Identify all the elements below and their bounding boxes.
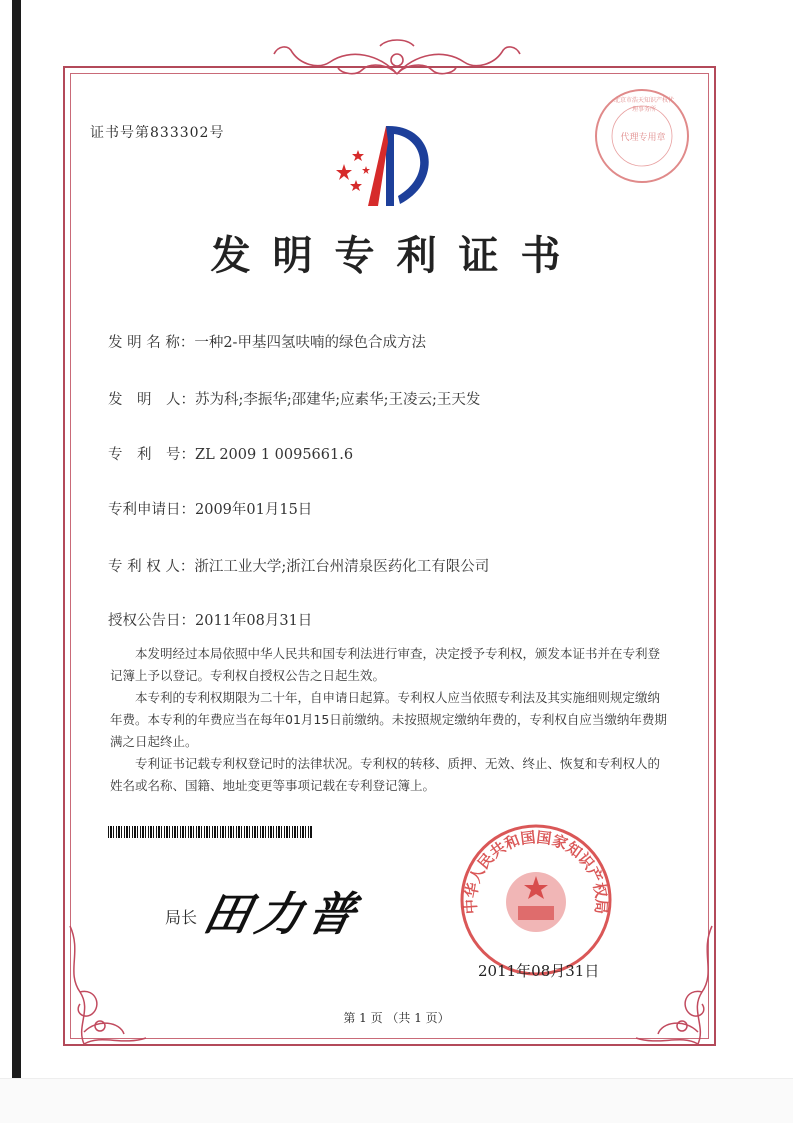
filing-date-label: 专利申请日： [108, 502, 195, 518]
announcement-date-label: 授权公告日： [108, 613, 195, 629]
patent-number-value: ZL 2009 1 0095661.6 [195, 447, 354, 463]
body-paragraph-3: 专利证书记载专利权登记时的法律状况。专利权的转移、质押、无效、终止、恢复和专利权人的姓名或名称、国籍、地址变更等事项记载在专利登记簿上。 [110, 756, 661, 793]
patentee-value: 浙江工业大学;浙江台州清泉医药化工有限公司 [194, 559, 490, 575]
official-seal-ring-text: 中华人民共和国国家知识产权局 [461, 828, 611, 915]
official-seal [458, 822, 614, 978]
invention-name-value: 一种2-甲基四氢呋喃的绿色合成方法 [194, 335, 426, 351]
inventors-row [108, 388, 480, 409]
scan-bottom-margin [0, 1078, 793, 1123]
bottom-left-ornament [62, 922, 154, 1052]
inventors-label: 发 明 人： [108, 392, 195, 408]
grant-date: 2011年08月31日 [478, 962, 600, 980]
announcement-date-row [108, 609, 312, 630]
filing-date-value: 2009年01月15日 [195, 502, 313, 518]
scan-binding-edge [12, 0, 21, 1080]
certificate-body [110, 643, 670, 797]
body-paragraph-1: 本发明经过本局依照中华人民共和国专利法进行审查，决定授予专利权，颁发本证书并在专利登记簿上予以登记。专利权自授权公告之日起生效。 [110, 646, 661, 683]
top-ornament [270, 34, 524, 84]
sipo-logo-icon [328, 120, 444, 216]
certificate-number: 证书号第833302号 [90, 125, 225, 141]
invention-name-label: 发 明 名 称： [108, 335, 195, 351]
inventors-value: 苏为科;李振华;邵建华;应素华;王凌云;王天发 [195, 392, 481, 408]
certificate-title: 发明专利证书 [210, 233, 583, 279]
director-label: 局长 [165, 908, 198, 927]
patentee-row [108, 555, 489, 576]
agency-stamp-center-text: 代理专用章 [620, 133, 666, 143]
barcode [108, 826, 313, 838]
invention-name-row [108, 331, 426, 352]
bottom-right-ornament [628, 922, 720, 1052]
patent-number-label: 专 利 号： [108, 447, 195, 463]
filing-date-row [108, 498, 312, 519]
page-number: 第 1 页 （共 1 页） [343, 1011, 450, 1025]
patent-number-row [108, 443, 353, 464]
agency-stamp-ring-text: 北京市浩天知识产权代理事务所 [613, 97, 674, 113]
body-paragraph-2: 本专利的专利权期限为二十年，自申请日起算。专利权人应当依照专利法及其实施细则规定缴纳年费。本专利的年费应当在每年01月15日前缴纳。未按照规定缴纳年费的，专利权自应当缴纳年费期满之日起终止。 [110, 690, 667, 749]
patentee-label: 专 利 权 人： [108, 559, 195, 575]
director-signature: 田力普 [198, 887, 367, 941]
announcement-date-value: 2011年08月31日 [195, 613, 313, 629]
